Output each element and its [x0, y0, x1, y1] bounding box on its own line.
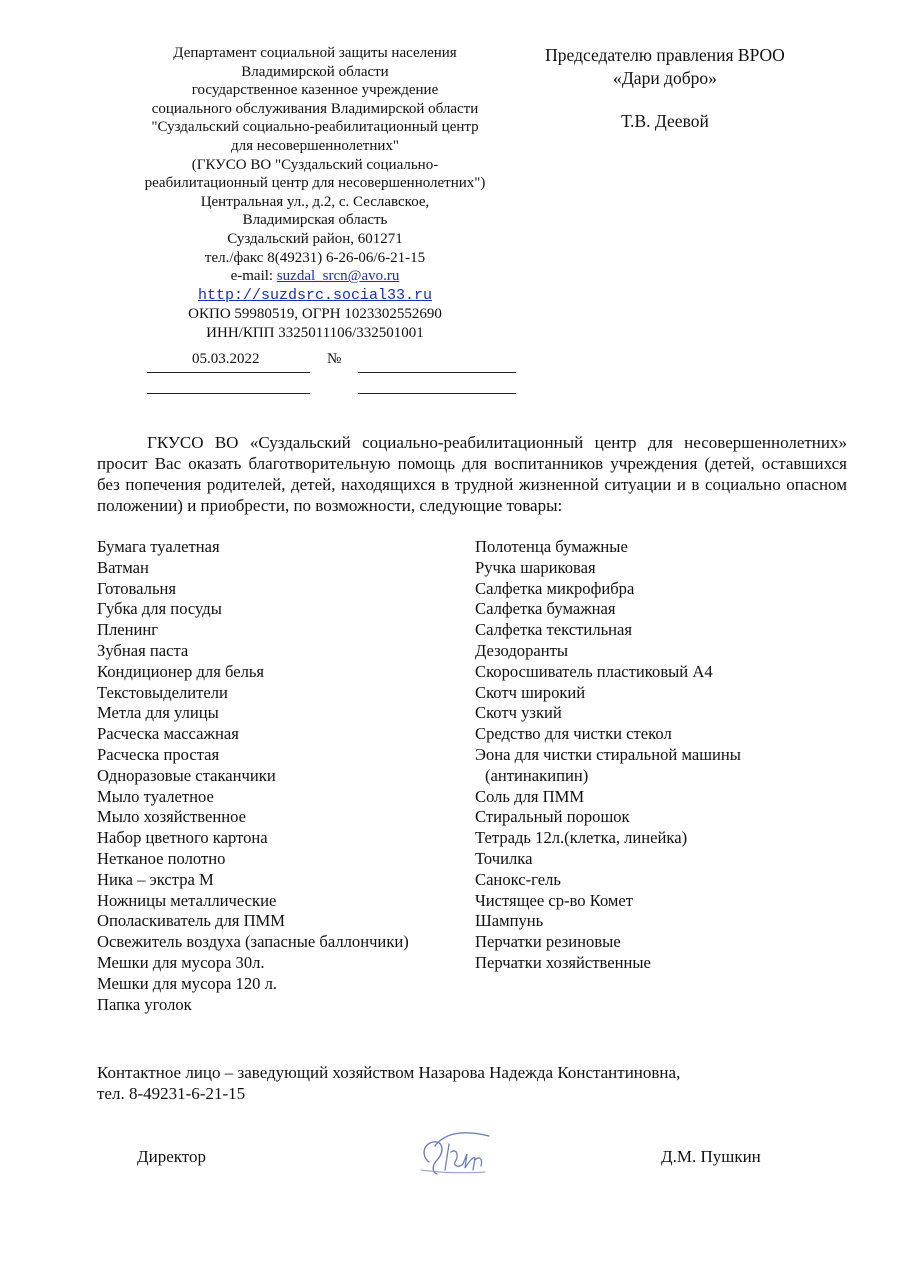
website-link[interactable]: http://suzdsrc.social33.ru — [197, 286, 433, 304]
letterhead-line: государственное казенное учреждение — [191, 82, 439, 99]
inn-line: ИНН/КПП 3325011106/332501001 — [206, 324, 424, 341]
list-item: Точилка — [475, 848, 533, 868]
request-text: ГКУСО ВО «Суздальский социально-реабилитационный центр для несовершеннолетних» просит Вас оказать благотворительную помощь для воспитанников учреждения (детей, оставшихся без попечения родителей, детей, находящихся в трудной жизненной ситуации и в социально опасном положении) и приобрести, по возможности, следующие товары: — [97, 433, 847, 515]
list-item: Полотенца бумажные — [475, 537, 628, 556]
list-item: Скоросшиватель пластиковый А4 — [475, 661, 713, 681]
list-item: Одноразовые стаканчики — [97, 765, 276, 785]
list-item: Освежитель воздуха (запасные баллончики) — [97, 932, 409, 952]
addressee-position: Председателю правления ВРОО — [545, 45, 785, 65]
list-item: Метла для улицы — [97, 703, 219, 723]
addressee-name: Т.В. Деевой — [621, 111, 709, 131]
list-item: Набор цветного картона — [97, 828, 268, 848]
list-item: Салфетка бумажная — [475, 599, 616, 619]
letterhead-line: для несовершеннолетних" — [230, 137, 400, 154]
list-item: Губка для посуды — [97, 599, 222, 619]
list-item: Чистящее ср-во Комет — [475, 890, 634, 910]
letterhead-line: (ГКУСО ВО "Суздальский социально- — [191, 156, 439, 173]
email-label: e-mail: — [230, 268, 277, 285]
list-item: Зубная паста — [97, 640, 189, 660]
letterhead-line: тел./факс 8(49231) 6-26-06/6-21-15 — [204, 249, 426, 266]
list-item: Салфетка текстильная — [475, 620, 633, 640]
signatory-title: Директор — [137, 1147, 206, 1166]
list-item: Скотч широкий — [475, 682, 586, 702]
list-item: Скотч узкий — [475, 703, 562, 723]
letterhead-line: Владимирской области — [241, 63, 389, 80]
email-line — [100, 267, 530, 286]
list-item: Шампунь — [475, 911, 544, 931]
reference-underline-left — [147, 393, 310, 394]
number-underline — [358, 372, 516, 373]
number-sign: № — [327, 351, 342, 367]
list-item: Нетканое полотно — [97, 848, 226, 868]
list-item: Папка уголок — [97, 994, 192, 1014]
date-number-block — [147, 350, 517, 396]
list-item: Расческа массажная — [97, 724, 239, 744]
list-item: Дезодоранты — [475, 640, 569, 660]
date-underline — [147, 372, 310, 373]
list-item: Расческа простая — [97, 744, 220, 764]
list-item: Мыло туалетное — [97, 786, 214, 806]
list-item: Ополаскиватель для ПММ — [97, 911, 286, 931]
list-item: Кондиционер для белья — [97, 661, 265, 681]
list-item: Бумага туалетная — [97, 537, 220, 556]
letterhead-line: Департамент социальной защиты населения — [173, 45, 457, 61]
list-item: Ника – экстра М — [97, 869, 214, 889]
list-item: Ватман — [97, 557, 149, 577]
list-item: Перчатки резиновые — [475, 932, 621, 952]
list-item: Готовальня — [97, 578, 177, 598]
email-link[interactable]: suzdal_srcn@avo.ru — [276, 268, 400, 285]
letterhead-line: реабилитационный центр для несовершеннолетних") — [144, 175, 486, 192]
list-item: Средство для чистки стекол — [475, 724, 672, 744]
contact-block — [97, 1062, 680, 1104]
letterhead-line: Суздальский район, 601271 — [227, 230, 403, 247]
list-item: Перчатки хозяйственные — [475, 952, 651, 972]
url-line — [100, 286, 530, 306]
handwritten-signature — [415, 1122, 505, 1184]
list-item: Стиральный порошок — [475, 807, 630, 827]
list-item: Санокс-гель — [475, 869, 561, 889]
list-item: Пленинг — [97, 620, 159, 640]
list-item: Ручка шариковая — [475, 557, 596, 577]
signature-row — [0, 1144, 900, 1184]
list-item: Ножницы металлические — [97, 890, 277, 910]
contact-person: Контактное лицо – заведующий хозяйством Назарова Надежда Константиновна, — [97, 1063, 681, 1082]
signatory-name: Д.М. Пушкин — [661, 1147, 761, 1166]
letterhead — [100, 44, 530, 343]
letterhead-line: "Суздальский социально-реабилитационный центр — [151, 119, 479, 136]
list-item: Мешки для мусора 30л. — [97, 952, 265, 972]
addressee-block — [520, 44, 810, 133]
list-item: Тетрадь 12л.(клетка, линейка) — [475, 828, 688, 848]
list-item: Соль для ПММ — [475, 786, 585, 806]
addressee-organization: «Дари добро» — [613, 68, 717, 88]
letterhead-line: Центральная ул., д.2, с. Сеславское, — [200, 193, 430, 210]
list-item: Мыло хозяйственное — [97, 807, 247, 827]
contact-phone: тел. 8-49231-6-21-15 — [97, 1084, 246, 1103]
letterhead-line: социального обслуживания Владимирской области — [151, 100, 479, 117]
letterhead-line: Владимирская область — [242, 212, 388, 229]
list-item: Салфетка микрофибра — [475, 578, 635, 598]
request-paragraph — [97, 432, 847, 516]
list-item: Текстовыделители — [97, 682, 228, 702]
items-list-right — [475, 537, 741, 974]
items-list-left — [97, 537, 409, 1015]
letter-date: 05.03.2022 — [192, 351, 260, 367]
okpo-line: ОКПО 59980519, ОГРН 1023302552690 — [188, 306, 442, 323]
list-item: Эона для чистки стиральной машины — [475, 744, 741, 764]
list-item-continuation: (антинакипин) — [485, 765, 589, 785]
reference-underline-right — [358, 393, 516, 394]
list-item: Мешки для мусора 120 л. — [97, 973, 278, 993]
